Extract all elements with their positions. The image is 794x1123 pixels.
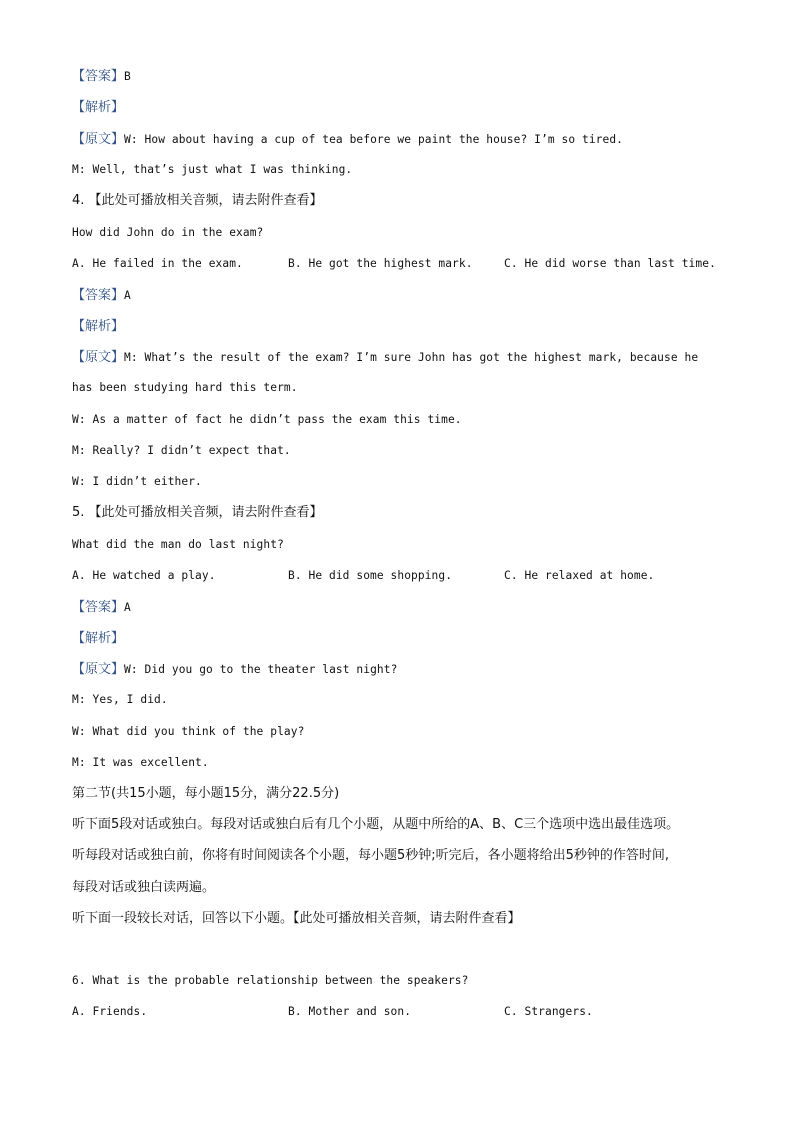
q4-option-a: A. He failed in the exam. <box>72 257 243 270</box>
section2-instruction-2: 听每段对话或独白前，你将有时间阅读各个小题，每小题5秒钟;听完后，各小题将给出5秒钟的作答时间, <box>72 848 670 863</box>
answer-value: B <box>124 70 131 83</box>
transcript-text: W: How about having a cup of tea before we paint the house? I’m so tired. <box>124 133 624 146</box>
q4-transcript-line-3: W: As a matter of fact he didn’t pass the exam this time. <box>72 413 462 426</box>
q5-transcript-line-2: M: Yes, I did. <box>72 693 168 706</box>
q5-analysis-line <box>72 630 124 647</box>
section2-instruction-1: 听下面5段对话或独白。每段对话或独白后有几个小题，从题中所给的A、B、C三个选项中选出最佳选项。 <box>72 817 680 832</box>
q6-option-a: A. Friends. <box>72 1005 148 1018</box>
q6-option-b: B. Mother and son. <box>288 1005 412 1018</box>
transcript-text: M: What’s the result of the exam? I’m sure John has got the highest mark, because he <box>124 351 699 364</box>
q4-option-b: B. He got the highest mark. <box>288 257 473 270</box>
transcript-text: W: Did you go to the theater last night? <box>124 663 398 676</box>
q6-question: 6. What is the probable relationship between the speakers? <box>72 974 469 987</box>
q3-answer-line <box>72 68 131 85</box>
section2-prompt: 听下面一段较长对话，回答以下小题。【此处可播放相关音频，请去附件查看】 <box>72 911 521 926</box>
q5-transcript-line-3: W: What did you think of the play? <box>72 725 305 738</box>
q5-option-a: A. He watched a play. <box>72 569 216 582</box>
q4-question: How did John do in the exam? <box>72 226 264 239</box>
q5-option-c: C. He relaxed at home. <box>504 569 655 582</box>
q4-answer-line <box>72 287 131 304</box>
transcript-tag: 【原文】 <box>72 662 125 677</box>
q3-transcript-line-1 <box>72 131 623 148</box>
q3-analysis-line <box>72 99 124 116</box>
q5-option-b: B. He did some shopping. <box>288 569 453 582</box>
q4-transcript-line-5: W: I didn’t either. <box>72 475 202 488</box>
q5-answer-line <box>72 599 131 616</box>
answer-tag: 【答案】 <box>72 288 125 303</box>
section2-instruction-3: 每段对话或独白读两遍。 <box>72 880 216 895</box>
answer-tag: 【答案】 <box>72 600 125 615</box>
analysis-tag: 【解析】 <box>72 631 125 646</box>
q6-option-c: C. Strangers. <box>504 1005 593 1018</box>
section2-title: 第二节(共15小题，每小题15分，满分22.5分) <box>72 786 340 801</box>
analysis-tag: 【解析】 <box>72 319 125 334</box>
q4-transcript-line-4: M: Really? I didn’t expect that. <box>72 444 291 457</box>
q4-option-c: C. He did worse than last time. <box>504 257 716 270</box>
transcript-tag: 【原文】 <box>72 350 125 365</box>
q4-transcript-line-2: has been studying hard this term. <box>72 381 298 394</box>
answer-value: A <box>124 289 131 302</box>
q4-transcript-line-1 <box>72 349 698 366</box>
answer-tag: 【答案】 <box>72 69 125 84</box>
q4-analysis-line <box>72 318 124 335</box>
q5-question: What did the man do last night? <box>72 538 284 551</box>
q5-transcript-line-1 <box>72 661 397 678</box>
q3-transcript-line-2: M: Well, that’s just what I was thinking. <box>72 163 353 176</box>
q5-heading: 5. 【此处可播放相关音频，请去附件查看】 <box>72 505 323 520</box>
transcript-tag: 【原文】 <box>72 132 125 147</box>
q4-heading: 4. 【此处可播放相关音频，请去附件查看】 <box>72 193 323 208</box>
q5-transcript-line-4: M: It was excellent. <box>72 756 209 769</box>
answer-value: A <box>124 601 131 614</box>
analysis-tag: 【解析】 <box>72 100 125 115</box>
